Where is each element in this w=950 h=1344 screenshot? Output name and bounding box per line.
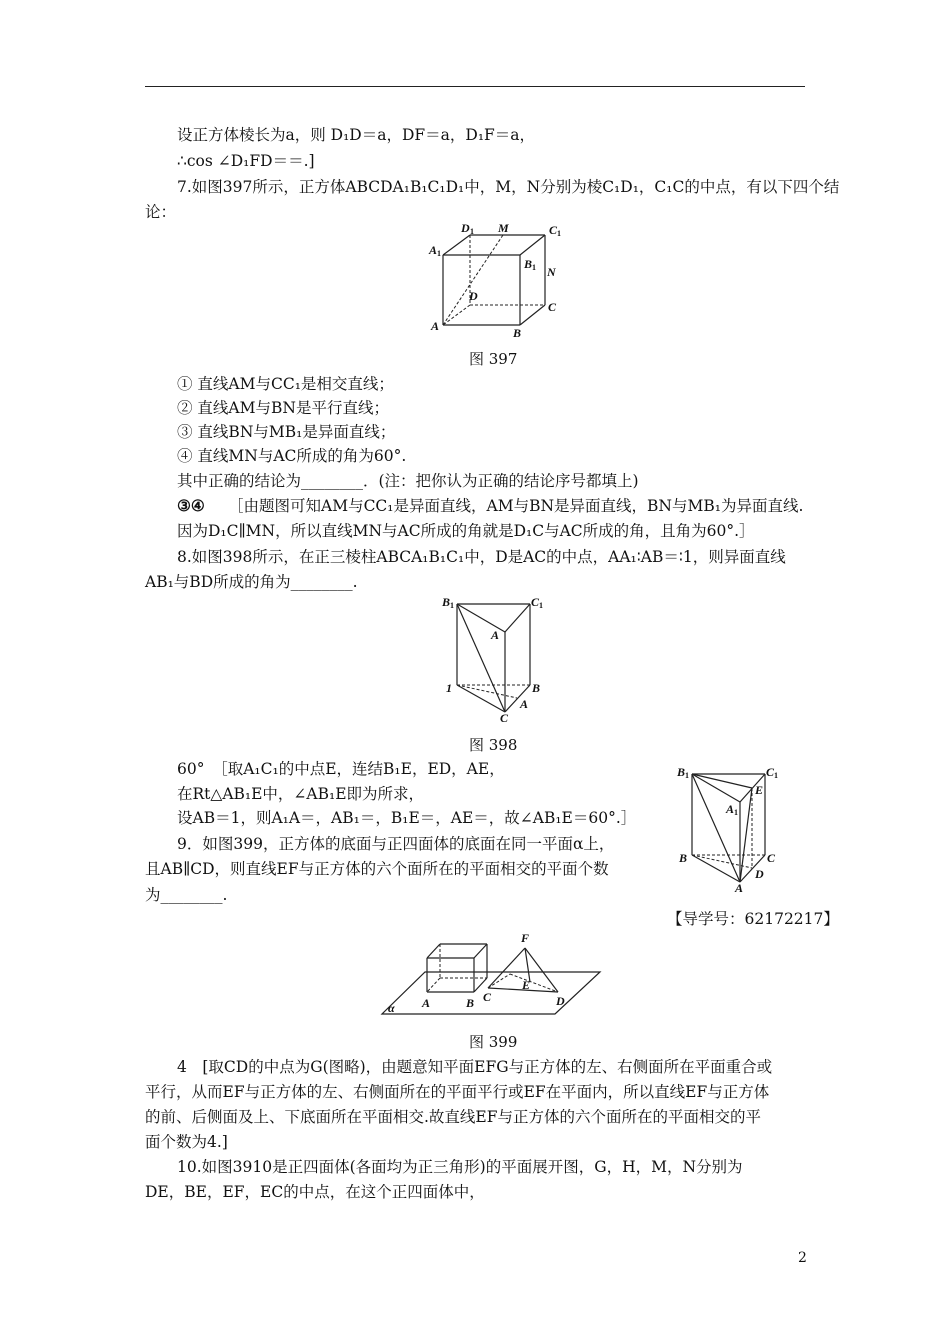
label-alpha: α bbox=[388, 1001, 395, 1015]
answer-9-cont: 平行，从而EF与正方体的左、右侧面所在的平面平行或EF在平面内，所以直线EF与正方体 bbox=[145, 1083, 770, 1101]
label-sub: 1 bbox=[532, 263, 536, 272]
label-a1: A bbox=[726, 802, 735, 816]
label-d: D bbox=[556, 994, 565, 1008]
label-n: N bbox=[547, 265, 556, 279]
question-7: 7.如图397所示，正方体ABCDA₁B₁C₁D₁中，M，N分别为棱C₁D₁，C₁C的中点，有以下四个结 bbox=[177, 178, 840, 196]
question-8: 8.如图398所示，在正三棱柱ABCA₁B₁C₁中，D是AC的中点，AA₁∶AB＝∶1，则异面直线 bbox=[177, 548, 786, 566]
text-line: 设正方体棱长为a，则 D₁D＝a，DF＝a，D₁F＝a， bbox=[177, 126, 536, 144]
label-sub: 1 bbox=[470, 227, 474, 236]
label-b: B bbox=[466, 996, 475, 1010]
statement-4: ④ 直线MN与AC所成的角为60°. bbox=[177, 447, 407, 465]
label-d: D bbox=[755, 867, 764, 881]
label-a1: A bbox=[491, 628, 500, 642]
label-b: 1 bbox=[446, 681, 452, 695]
label-c1: C bbox=[549, 223, 558, 237]
figure-399-caption: 图 399 bbox=[469, 1033, 518, 1051]
label-e: E bbox=[755, 783, 764, 797]
label-b: B bbox=[679, 851, 688, 865]
question-7-cont: 论： bbox=[145, 203, 177, 221]
question-9: 9．如图399，正方体的底面与正四面体的底面在同一平面α上， bbox=[177, 835, 615, 853]
label-f: F bbox=[521, 931, 530, 945]
question-10-cont: DE，BE，EF，EC的中点，在这个正四面体中， bbox=[145, 1183, 485, 1201]
label-a: A bbox=[735, 881, 744, 894]
label-b: B bbox=[513, 326, 522, 340]
figure-397-caption: 图 397 bbox=[469, 350, 518, 368]
question-7-ask: 其中正确的结论为________．(注：把你认为正确的结论序号都填上) bbox=[177, 472, 639, 490]
question-8-cont: AB₁与BD所成的角为________. bbox=[145, 573, 358, 591]
label-c1: C bbox=[766, 765, 775, 779]
label-b1: B bbox=[524, 257, 533, 271]
label-d1: D bbox=[461, 221, 470, 235]
statement-2: ② 直线AM与BN是平行直线； bbox=[177, 399, 389, 417]
label-m: M bbox=[498, 221, 509, 235]
label-sub: 1 bbox=[539, 601, 543, 610]
statement-1: ① 直线AM与CC₁是相交直线； bbox=[177, 375, 394, 393]
question-9-cont: 为________. bbox=[145, 886, 228, 904]
label-sub: 1 bbox=[685, 771, 689, 780]
label-a: C bbox=[500, 711, 509, 724]
text-line: ∴cos ∠D₁FD＝＝.] bbox=[177, 152, 315, 170]
answer-8-cont: 在Rt△AB₁E中，∠AB₁E即为所求， bbox=[177, 785, 425, 803]
figure-398-prism-with-e bbox=[675, 762, 785, 894]
label-c: C bbox=[548, 300, 557, 314]
label-c: C bbox=[767, 851, 776, 865]
answer-7: ③④ bbox=[177, 496, 205, 515]
label-c1: C bbox=[531, 595, 540, 609]
label-d: D bbox=[469, 289, 478, 303]
label-sub: 1 bbox=[774, 771, 778, 780]
label-a: A bbox=[431, 319, 440, 333]
answer-7-explain: ［由题图可知AM与CC₁是异面直线，AM与BN是异面直线，BN与MB₁为异面直线. bbox=[228, 497, 804, 515]
statement-3: ③ 直线BN与MB₁是异面直线； bbox=[177, 423, 396, 441]
answer-9-cont: 面个数为4.] bbox=[145, 1133, 228, 1151]
label-c: C bbox=[483, 990, 492, 1004]
figure-399 bbox=[380, 930, 602, 1020]
question-10: 10.如图3910是正四面体(各面均为正三角形)的平面展开图，G，H，M，N分别为 bbox=[177, 1158, 743, 1176]
label-sub: 1 bbox=[734, 808, 738, 817]
answer-8-cont: 设AB＝1，则A₁A＝，AB₁＝，B₁E＝，AE＝，故∠AB₁E＝60°.］ bbox=[177, 809, 637, 827]
label-e: E bbox=[522, 978, 531, 992]
question-9-cont: 且AB∥CD，则直线EF与正方体的六个面所在的平面相交的平面个数 bbox=[145, 860, 609, 878]
page-number: 2 bbox=[798, 1250, 807, 1266]
label-sub: 1 bbox=[450, 601, 454, 610]
guide-number: 【导学号：62172217】 bbox=[667, 910, 839, 928]
label-a: A bbox=[422, 996, 431, 1010]
label-sub: 1 bbox=[437, 249, 441, 258]
label-c: B bbox=[532, 681, 541, 695]
label-b1: B bbox=[677, 765, 686, 779]
figure-398-caption: 图 398 bbox=[469, 736, 518, 754]
label-a1: A bbox=[429, 243, 438, 257]
label-b1: B bbox=[442, 595, 451, 609]
figure-398-prism bbox=[440, 592, 550, 724]
header-rule bbox=[145, 86, 805, 87]
answer-7-explain-cont: 因为D₁C∥MN，所以直线MN与AC所成的角就是D₁C与AC所成的角，且角为60°.］ bbox=[177, 522, 755, 540]
answer-9-cont: 的前、后侧面及上、下底面所在平面相交.故直线EF与正方体的六个面所在的平面相交的平 bbox=[145, 1108, 761, 1126]
answer-9: 4 [取CD的中点为G(图略)，由题意知平面EFG与正方体的左、右侧面所在平面重合或 bbox=[177, 1058, 773, 1076]
label-d: A bbox=[520, 697, 529, 711]
label-sub: 1 bbox=[557, 229, 561, 238]
figure-397-cube bbox=[425, 220, 565, 345]
answer-8: 60° ［取A₁C₁的中点E，连结B₁E，ED，AE， bbox=[177, 760, 505, 778]
